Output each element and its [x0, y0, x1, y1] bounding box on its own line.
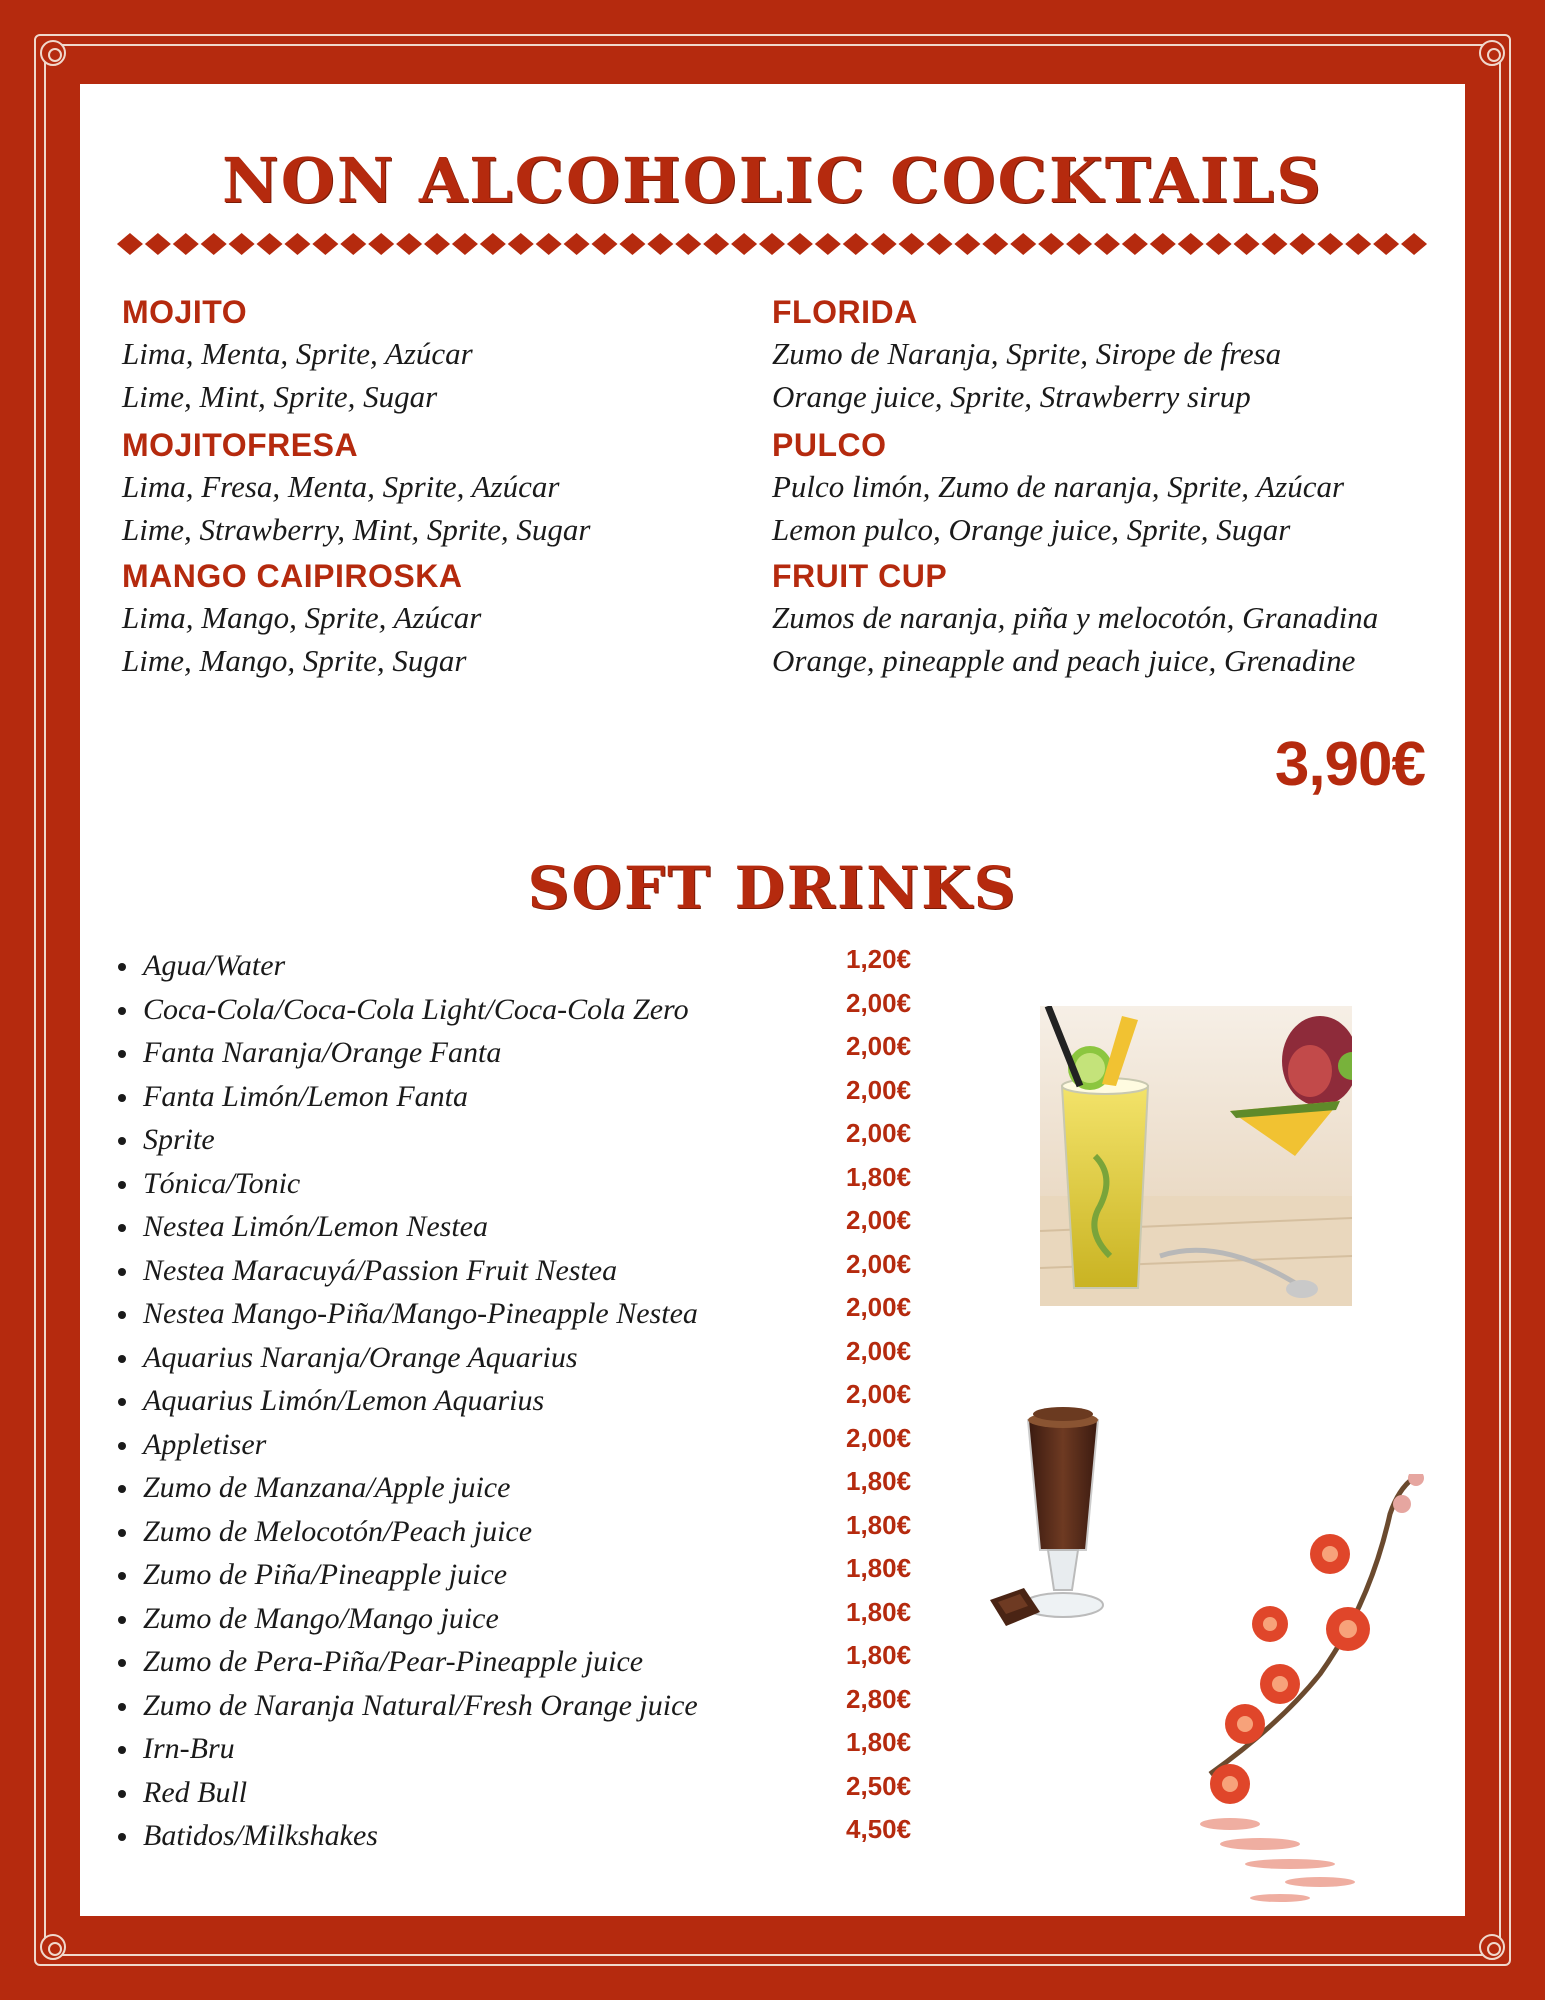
- cocktails-title: NON ALCOHOLIC COCKTAILS: [222, 144, 1323, 217]
- soft-drink-price: 2,00€: [846, 1074, 912, 1105]
- bullet-icon: [118, 1050, 126, 1058]
- diamond-ornament: [396, 233, 422, 255]
- soft-drink-name: Zumo de Pera-Piña/Pear-Pineapple juice: [143, 1645, 644, 1678]
- cocktail-name: MOJITOFRESA: [122, 427, 359, 463]
- soft-drink-price: 1,20€: [846, 944, 912, 974]
- diamond-ornament: [1038, 233, 1064, 255]
- diamond-ornament: [1094, 233, 1120, 255]
- diamond-ornament: [731, 233, 757, 255]
- soft-drink-price: 1,80€: [846, 1727, 912, 1757]
- cocktail-ingredients-es: Zumo de Naranja, Sprite, Sirope de fresa: [772, 336, 1282, 371]
- diamond-ornament: [1345, 233, 1371, 255]
- diamond-ornament: [117, 233, 143, 255]
- soft-drink-price: 2,00€: [846, 1335, 912, 1366]
- diamond-ornament: [815, 233, 841, 255]
- cocktail-name: PULCO: [772, 427, 887, 463]
- soft-drink-name: Zumo de Piña/Pineapple juice: [143, 1558, 508, 1591]
- diamond-ornament: [1122, 233, 1148, 255]
- bullet-icon: [118, 1007, 126, 1015]
- soft-drink-name: Nestea Mango-Piña/Mango-Pineapple Nestea: [143, 1297, 698, 1330]
- soft-drink-price: 2,00€: [846, 1118, 912, 1148]
- soft-drink-name: Red Bull: [143, 1775, 248, 1809]
- diamond-ornament: [926, 233, 952, 255]
- soft-drink-name: Aquarius Naranja/Orange Aquarius: [143, 1340, 578, 1374]
- diamond-ornament: [647, 233, 673, 255]
- soft-drink-price: 2,00€: [846, 987, 912, 1018]
- bullet-icon: [118, 1398, 126, 1406]
- bullet-icon: [118, 963, 126, 971]
- bullet-icon: [118, 1790, 126, 1798]
- soft-drink-name: Aquarius Limón/Lemon Aquarius: [143, 1384, 545, 1417]
- diamond-ornament: [759, 233, 785, 255]
- diamond-ornament: [899, 233, 925, 255]
- soft-drink-price: 2,50€: [846, 1770, 912, 1801]
- bullet-icon: [118, 1703, 126, 1711]
- soft-drink-name: Zumo de Manzana/Apple juice: [143, 1471, 511, 1504]
- cocktail-mango-caipiroska: [122, 556, 481, 682]
- bullet-icon: [118, 1485, 126, 1493]
- bullet-icon: [118, 1616, 126, 1624]
- cocktail-ingredients-en: Orange, pineapple and peach juice, Grenadine: [772, 643, 1356, 678]
- diamond-ornament: [1373, 233, 1399, 255]
- soft-drink-price: 1,80€: [846, 1596, 912, 1627]
- soft-drink-price: 2,00€: [846, 1205, 912, 1235]
- cocktail-ingredients-en: Lime, Mango, Sprite, Sugar: [122, 643, 467, 678]
- diamond-ornament: [508, 233, 534, 255]
- diamond-ornament: [675, 233, 701, 255]
- soft-drink-name: Coca-Cola/Coca-Cola Light/Coca-Cola Zero: [143, 992, 689, 1026]
- corner-ornament-top-left: [40, 40, 66, 66]
- cocktail-ingredients-en: Lemon pulco, Orange juice, Sprite, Sugar: [772, 512, 1291, 547]
- soft-drink-price: 2,00€: [846, 1422, 912, 1453]
- soft-drink-price: 2,80€: [846, 1683, 912, 1714]
- diamond-ornament: [1234, 233, 1260, 255]
- diamond-ornament: [843, 233, 869, 255]
- diamond-ornament: [1289, 233, 1315, 255]
- diamond-ornament: [284, 233, 310, 255]
- diamond-ornament: [452, 233, 478, 255]
- soft-drink-name: Tónica/Tonic: [143, 1166, 301, 1200]
- diamond-ornament: [1206, 233, 1232, 255]
- diamond-ornament: [592, 233, 618, 255]
- diamond-ornament: [229, 233, 255, 255]
- cocktail-mojitofresa: [122, 425, 590, 551]
- mango-mojito-photo: [1040, 1006, 1352, 1306]
- diamond-ornament: [1261, 233, 1287, 255]
- diamond-ornament: [145, 233, 171, 255]
- cocktail-price: 3,90€: [1274, 730, 1425, 799]
- soft-drink-price: 1,80€: [846, 1509, 912, 1540]
- diamond-ornament: [703, 233, 729, 255]
- soft-drink-name: Fanta Limón/Lemon Fanta: [143, 1079, 469, 1113]
- bullet-icon: [118, 1659, 126, 1667]
- cocktail-ingredients-es: Lima, Menta, Sprite, Azúcar: [122, 336, 473, 371]
- cocktail-pulco: [772, 425, 1344, 551]
- corner-ornament-bottom-left: [40, 1934, 66, 1960]
- diamond-ornament: [954, 233, 980, 255]
- bullet-icon: [118, 1137, 126, 1145]
- diamond-ornament: [564, 233, 590, 255]
- diamond-ornament: [871, 233, 897, 255]
- soft-drink-price: 1,80€: [846, 1466, 912, 1496]
- diamond-ornament: [368, 233, 394, 255]
- soft-drink-name: Nestea Maracuyá/Passion Fruit Nestea: [143, 1253, 618, 1287]
- bullet-icon: [118, 1442, 126, 1450]
- soft-drinks-list: [110, 944, 1010, 1858]
- cocktail-florida: [772, 292, 1281, 418]
- bullet-icon: [118, 1311, 126, 1319]
- bullet-icon: [118, 1833, 126, 1841]
- cocktail-ingredients-es: Lima, Fresa, Menta, Sprite, Azúcar: [122, 469, 560, 504]
- soft-drink-price: 2,00€: [846, 1379, 912, 1409]
- cocktail-ingredients-es: Zumos de naranja, piña y melocotón, Granadina: [772, 600, 1379, 635]
- diamond-ornament: [257, 233, 283, 255]
- bullet-icon: [118, 1529, 126, 1537]
- soft-drink-name: Zumo de Naranja Natural/Fresh Orange juice: [143, 1688, 698, 1722]
- diamond-ornament: [1401, 233, 1427, 255]
- bullet-icon: [118, 1094, 126, 1102]
- diamond-ornament: [1010, 233, 1036, 255]
- orchid-decoration: [1170, 1474, 1440, 1904]
- diamond-ornament: [424, 233, 450, 255]
- soft-drink-name: Agua/Water: [143, 949, 286, 982]
- soft-drinks-title: SOFT DRINKS: [527, 854, 1018, 922]
- chocolate-milkshake-photo: [988, 1400, 1138, 1640]
- diamond-ornament: [982, 233, 1008, 255]
- cocktail-name: MANGO CAIPIROSKA: [122, 558, 463, 594]
- diamond-ornament: [340, 233, 366, 255]
- cocktail-mojito: [122, 292, 473, 418]
- diamond-ornament: [536, 233, 562, 255]
- cocktail-fruit-cup: [772, 556, 1378, 682]
- diamond-ornament: [1317, 233, 1343, 255]
- diamond-ornament: [619, 233, 645, 255]
- corner-ornament-top-right: [1479, 40, 1505, 66]
- soft-drink-price: 1,80€: [846, 1640, 912, 1670]
- soft-drink-price: 2,00€: [846, 1031, 912, 1061]
- diamond-ornament: [1150, 233, 1176, 255]
- soft-drink-name: Zumo de Mango/Mango juice: [143, 1601, 499, 1635]
- cocktail-ingredients-es: Lima, Mango, Sprite, Azúcar: [122, 600, 482, 635]
- soft-drink-price: 1,80€: [846, 1161, 912, 1192]
- soft-drink-name: Sprite: [143, 1123, 215, 1156]
- diamond-ornament: [1066, 233, 1092, 255]
- bullet-icon: [118, 1268, 126, 1276]
- cocktail-ingredients-en: Lime, Mint, Sprite, Sugar: [122, 379, 438, 414]
- diamond-ornament: [201, 233, 227, 255]
- bullet-icon: [118, 1746, 126, 1754]
- corner-ornament-bottom-right: [1479, 1934, 1505, 1960]
- soft-drink-price: 4,50€: [846, 1814, 912, 1844]
- cocktail-name: FRUIT CUP: [772, 558, 948, 594]
- diamond-ornament: [787, 233, 813, 255]
- soft-drink-name: Nestea Limón/Lemon Nestea: [143, 1210, 488, 1243]
- soft-drink-item: [110, 1814, 1010, 1858]
- bullet-icon: [118, 1224, 126, 1232]
- cocktail-name: MOJITO: [122, 294, 248, 330]
- bullet-icon: [118, 1572, 126, 1580]
- soft-drink-price: 1,80€: [846, 1553, 912, 1583]
- soft-drink-name: Zumo de Melocotón/Peach juice: [143, 1514, 533, 1548]
- cocktail-ingredients-en: Orange juice, Sprite, Strawberry sirup: [772, 379, 1251, 414]
- cocktail-name: FLORIDA: [772, 294, 918, 330]
- diamond-divider: [116, 232, 1428, 256]
- bullet-icon: [118, 1355, 126, 1363]
- diamond-ornament: [480, 233, 506, 255]
- soft-drink-name: Appletiser: [143, 1427, 267, 1461]
- diamond-ornament: [173, 233, 199, 255]
- soft-drink-price: 2,00€: [846, 1248, 912, 1279]
- bullet-icon: [118, 1181, 126, 1189]
- cocktail-ingredients-en: Lime, Strawberry, Mint, Sprite, Sugar: [122, 512, 591, 547]
- soft-drink-name: Irn-Bru: [143, 1732, 235, 1765]
- cocktail-ingredients-es: Pulco limón, Zumo de naranja, Sprite, Azúcar: [772, 469, 1345, 504]
- menu-panel: [80, 84, 1465, 1916]
- soft-drink-price: 2,00€: [846, 1292, 912, 1322]
- diamond-ornament: [1178, 233, 1204, 255]
- soft-drink-name: Fanta Naranja/Orange Fanta: [143, 1036, 502, 1069]
- diamond-ornament: [312, 233, 338, 255]
- soft-drink-name: Batidos/Milkshakes: [143, 1819, 378, 1852]
